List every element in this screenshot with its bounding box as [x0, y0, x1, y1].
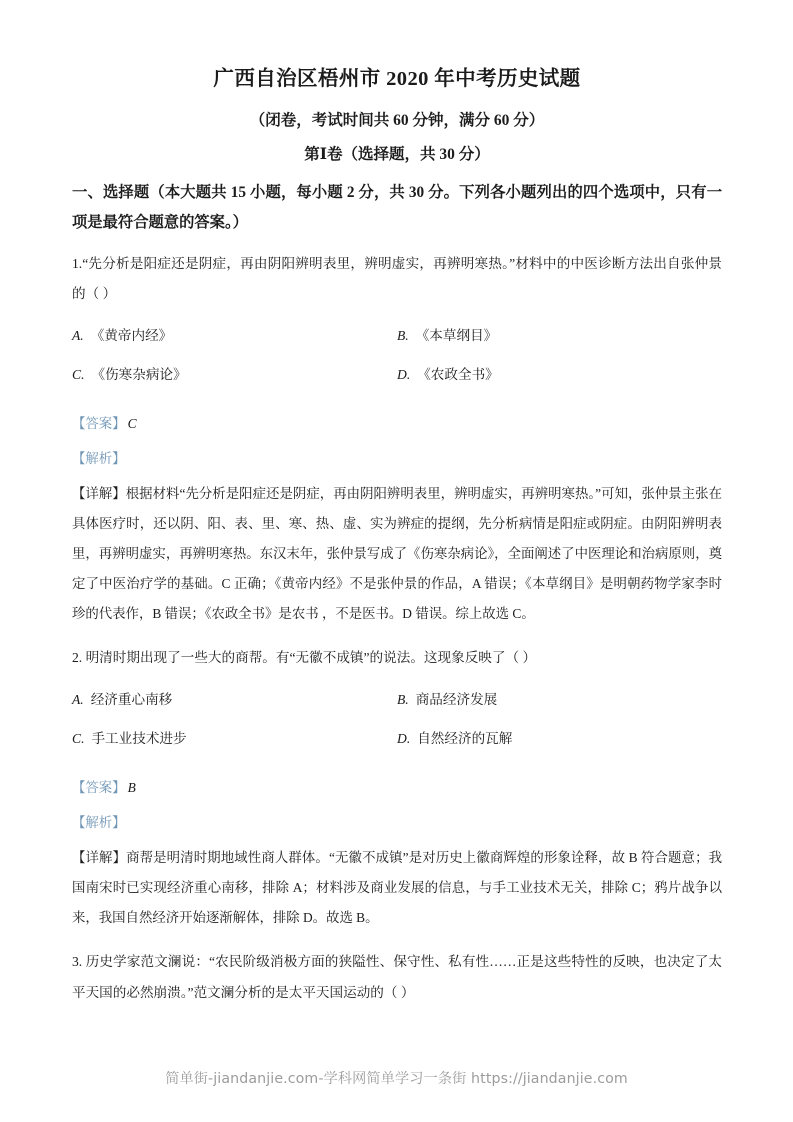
option-d[interactable] [397, 719, 722, 758]
question-options [72, 310, 722, 395]
analysis-line [72, 794, 722, 829]
detail-explanation: 【详解】商帮是明清时期地域性商人群体。“无徽不成镇”是对历史上徽商辉煌的形象诠释，故 B 符合题意；我国南宋时已实现经济重心南移，排除 A；材料涉及商业发展的信息，与手工业技术无关，排除 C；鸦片战争以来，我国自然经济开始逐渐解体，排除 D。故选 B。 [72, 849, 722, 925]
option-c[interactable] [72, 355, 397, 394]
option-text: 《伤寒杂病论》 [91, 367, 187, 383]
option-text: 经济重心南移 [90, 691, 173, 707]
question-options [72, 674, 722, 759]
page-title: 广西自治区梧州市 2020 年中考历史试题 [213, 68, 581, 90]
option-c[interactable] [72, 719, 397, 758]
option-label: C. [72, 731, 85, 747]
analysis-tag: 【解析】 [72, 815, 126, 831]
question-stem: 1.“先分析是阳症还是阴症，再由阴阳辨明表里，辨明虚实，再辨明寒热。”材料中的中医诊断方法出自张仲景的（ ） [72, 255, 722, 302]
option-label: A. [72, 691, 84, 707]
option-a[interactable] [72, 680, 397, 719]
answer-tag: 【答案】 [72, 415, 126, 431]
detail-explanation: 【详解】根据材料“先分析是阳症还是阴症，再由阴阳辨明表里，辨明虚实，再辨明寒热。”可知，张仲景主张在具体医疗时，还以阴、阳、表、里、寒、热、虚、实为辨症的提纲，先分析病情是阳症或阴症。由阴阳辨明表里，再辨明虚实，再辨明寒热。东汉末年，张仲景写成了《伤寒杂病论》，全面阐述了中医理论和治病原则，奠定了中医治疗学的基础。C 正确；《黄帝内经》不是张仲景的作品，A 错误；《本草纲目》是明朝药物学家李时珍的代表作，B 错误；《农政全书》是农书 ，不是医书。D 错误。综上故选 C。 [72, 485, 722, 622]
option-text: 《农政全书》 [417, 367, 499, 383]
option-label: D. [397, 731, 411, 747]
option-label: B. [397, 327, 409, 343]
answer-tag: 【答案】 [72, 779, 126, 795]
option-label: C. [72, 367, 85, 383]
part-heading: 一、选择题（本大题共 15 小题，每小题 2 分，共 30 分。下列各小题列出的四个选项中，只有一项是最符合题意的答案。） [72, 183, 722, 232]
option-label: D. [397, 367, 411, 383]
document-content [72, 0, 722, 1008]
option-b[interactable] [397, 680, 722, 719]
analysis-tag: 【解析】 [72, 451, 126, 467]
option-text: 自然经济的瓦解 [417, 731, 513, 747]
option-label: B. [397, 691, 409, 707]
question-stem: 3. 历史学家范文澜说：“农民阶级消极方面的狭隘性、保守性、私有性……正是这些特性的反映，也决定了太平天国的必然崩溃。”范文澜分析的是太平天国运动的（ ） [72, 954, 722, 1000]
exam-subtitle: （闭卷，考试时间共 60 分钟，满分 60 分） [249, 111, 545, 129]
exam-section-heading: 第Ⅰ卷（选择题，共 30 分） [304, 145, 490, 163]
option-b[interactable] [397, 316, 722, 355]
answer-value: C [127, 415, 137, 431]
option-text: 《本草纲目》 [415, 327, 498, 343]
answer-line [72, 395, 722, 430]
option-a[interactable] [72, 316, 397, 355]
option-text: 手工业技术进步 [91, 731, 187, 747]
option-d[interactable] [397, 355, 722, 394]
footer-watermark: 简单街-jiandanjie.com-学科网简单学习一条街 https://jiandanjie.com [165, 1071, 628, 1087]
option-label: A. [72, 327, 84, 343]
analysis-line [72, 430, 722, 465]
answer-value: B [127, 779, 136, 795]
option-text: 商品经济发展 [415, 691, 498, 707]
answer-line [72, 759, 722, 794]
option-text: 《黄帝内经》 [90, 327, 173, 343]
question-stem: 2. 明清时期出现了一些大的商帮。有“无徽不成镇”的说法。这现象反映了（ ） [72, 650, 537, 666]
